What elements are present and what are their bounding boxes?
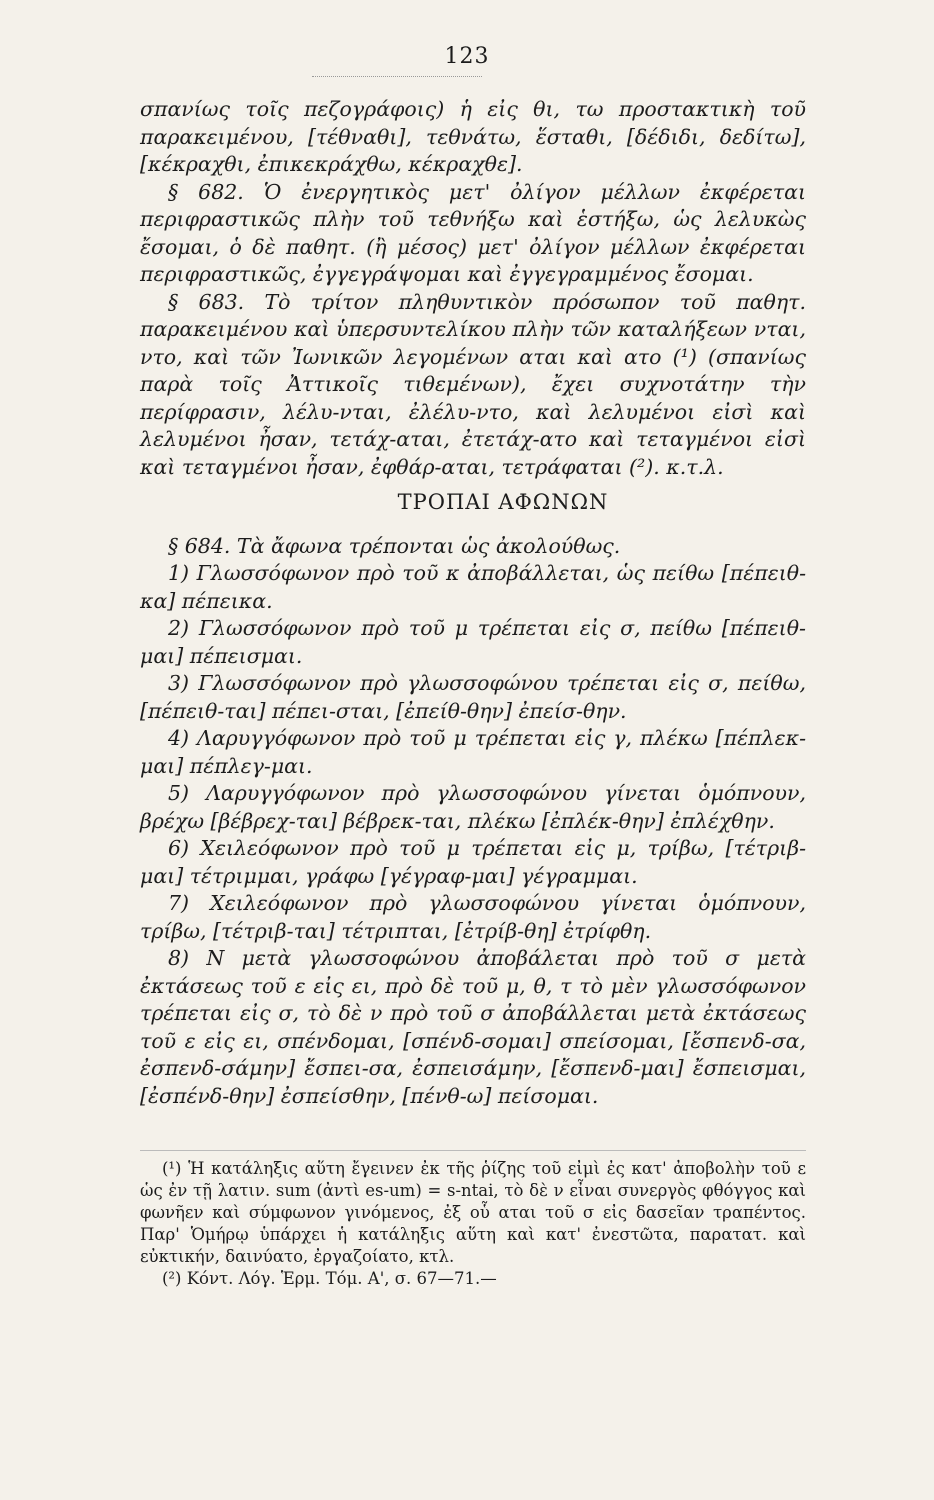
footnote-1: (¹) Ἡ κατάληξις αὕτη ἔγεινεν ἐκ τῆς ῥίζης τοῦ εἰμὶ ἐς κατ' ἀποβολὴν τοῦ ε ὡς ἐν τῇ λατιν. sum (ἀντὶ es-um) = s-ntai, τὸ δὲ ν εἶναι συνεργὸς φθόγγος καὶ φωνῆεν καὶ σύμφωνον γινόμενος, ἐξ οὗ αται τοῦ σ εἰς δασεῖαν τραπέντος. Παρ' Ὁμήρῳ ὑπάρχει ἡ κατάληξις αὕτη καὶ κατ' ἐνεστῶτα, παρατατ. καὶ εὐκτικήν, δαινύατο, ἐργαζοίατο, κτλ. bbox=[140, 1159, 806, 1266]
page-number: 123 bbox=[444, 44, 490, 69]
footnote-divider bbox=[140, 1150, 806, 1151]
header-ornament bbox=[312, 76, 482, 77]
main-text bbox=[140, 96, 806, 1110]
rule-item: 2) Γλωσσόφωνον πρὸ τοῦ μ τρέπεται εἰς σ, πείθω [πέπειθ-μαι] πέπεισμαι. bbox=[140, 616, 806, 668]
paragraph-682: § 682. Ὁ ἐνεργητικὸς μετ' ὀλίγον μέλλων ἐκφέρεται περιφραστικῶς πλὴν τοῦ τεθνήξω καὶ ἑστήξω, ὡς λελυκὼς ἔσομαι, ὁ δὲ παθητ. (ἢ μέσος) μετ' ὀλίγον μέλλων ἐκφέρεται περιφραστικῶς, ἐγγεγράψομαι καὶ ἐγγεγραμμένος ἔσομαι. bbox=[140, 179, 806, 286]
rule-item: 1) Γλωσσόφωνον πρὸ τοῦ κ ἀποβάλλεται, ὡς πείθω [πέπειθ-κα] πέπεικα. bbox=[140, 561, 806, 613]
rule-item: 4) Λαρυγγόφωνον πρὸ τοῦ μ τρέπεται εἰς γ, πλέκω [πέπλεκ-μαι] πέπλεγ-μαι. bbox=[140, 726, 806, 778]
paragraph-683: § 683. Τὸ τρίτον πληθυντικὸν πρόσωπον τοῦ παθητ. παρακειμένου καὶ ὑπερσυντελίκου πλὴν τῶν καταλήξεων νται, ντο, καὶ τῶν Ἰωνικῶν λεγομένων αται καὶ ατο (¹) (σπανίως παρὰ τοῖς Ἀττικοῖς τιθεμένων), ἔχει συχνοτάτην τὴν περίφρασιν, λέλυ-νται, ἐλέλυ-ντο, καὶ λελυμένοι εἰσὶ καὶ λελυμένοι ἦσαν, τετάχ-αται, ἐτετάχ-ατο καὶ τεταγμένοι εἰσὶ καὶ τεταγμένοι ἦσαν, ἐφθάρ-αται, τετράφαται (²). κ.τ.λ. bbox=[140, 289, 806, 479]
rule-item: 3) Γλωσσόφωνον πρὸ γλωσσοφώνου τρέπεται εἰς σ, πείθω, [πέπειθ-ται] πέπει-σται, [ἐπείθ-θην] ἐπείσ-θην. bbox=[140, 671, 806, 723]
section-heading: ΤΡΟΠΑΙ ΑΦΩΝΩΝ bbox=[397, 490, 609, 514]
paragraph-684: § 684. Τὰ ἄφωνα τρέπονται ὡς ἀκολούθως. bbox=[168, 533, 621, 558]
footnotes bbox=[140, 1158, 806, 1290]
rule-item: 6) Χειλεόφωνον πρὸ τοῦ μ τρέπεται εἰς μ, τρίβω, [τέτριβ-μαι] τέτριμμαι, γράφω [γέγραφ-μαι] γέγραμμαι. bbox=[140, 836, 806, 888]
paragraph-continuation: σπανίως τοῖς πεζογράφοις) ἡ εἰς θι, τω προστακτικὴ τοῦ παρακειμένου, [τέθναθι], τεθνάτω, ἕσταθι, [δέδιδι, δεδίτω], [κέκραχθι, ἐπικεκράχθω, κέκραχθε]. bbox=[140, 97, 806, 176]
footnote-2: (²) Κόντ. Λόγ. Ἑρμ. Τόμ. Α', σ. 67—71.— bbox=[162, 1269, 497, 1288]
rule-item: 7) Χειλεόφωνον πρὸ γλωσσοφώνου γίνεται ὁμόπνουν, τρίβω, [τέτριβ-ται] τέτριπται, [ἐτρίβ-θη] ἐτρίφθη. bbox=[140, 891, 806, 943]
rule-item: 5) Λαρυγγόφωνον πρὸ γλωσσοφώνου γίνεται ὁμόπνουν, βρέχω [βέβρεχ-ται] βέβρεκ-ται, πλέκω [ἐπλέκ-θην] ἐπλέχθην. bbox=[140, 781, 806, 833]
rule-item: 8) Ν μετὰ γλωσσοφώνου ἀποβάλεται πρὸ τοῦ σ μετὰ ἐκτάσεως τοῦ ε εἰς ει, πρὸ δὲ τοῦ μ, θ, τ τὸ μὲν γλωσσόφωνον τρέπεται εἰς σ, τὸ δὲ ν πρὸ τοῦ σ ἀποβάλλεται μετὰ ἐκτάσεως τοῦ ε εἰς ει, σπένδομαι, [σπένδ-σομαι] σπείσομαι, [ἔσπενδ-σα, ἐσπενδ-σάμην] ἔσπει-σα, ἐσπεισάμην, [ἔσπενδ-μαι] ἔσπεισμαι, [ἐσπένδ-θην] ἐσπείσθην, [πένθ-ω] πείσομαι. bbox=[140, 946, 806, 1108]
